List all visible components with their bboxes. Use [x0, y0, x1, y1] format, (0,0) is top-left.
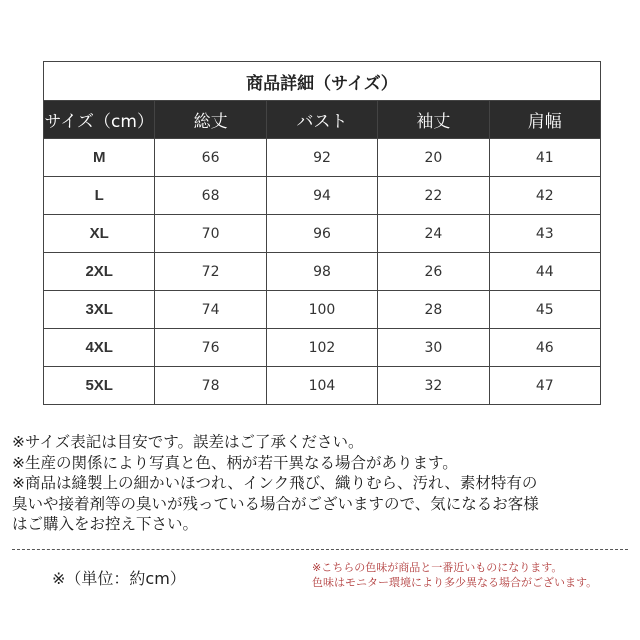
size-cell: L: [44, 177, 155, 215]
table-row: [44, 253, 601, 291]
size-cell: 5XL: [44, 367, 155, 405]
color-note-line: ※こちらの色味が商品と一番近いものになります。: [312, 561, 563, 574]
length-cell: 70: [155, 215, 266, 253]
size-cell: 4XL: [44, 329, 155, 367]
header-bust: バスト: [266, 101, 377, 139]
shoulder-cell: 44: [489, 253, 600, 291]
color-note-line: 色味はモニター環境により多少異なる場合がございます。: [312, 576, 598, 589]
sleeve-cell: 32: [378, 367, 489, 405]
length-cell: 74: [155, 291, 266, 329]
size-cell: 2XL: [44, 253, 155, 291]
unit-note: ※（単位：約cm）: [52, 569, 186, 588]
table-title: 商品詳細（サイズ）: [44, 62, 601, 101]
note-line: はご購入をお控え下さい。: [12, 515, 199, 533]
table-row: [44, 367, 601, 405]
table-header-row: [44, 101, 601, 139]
sleeve-cell: 28: [378, 291, 489, 329]
sleeve-cell: 30: [378, 329, 489, 367]
sleeve-cell: 20: [378, 139, 489, 177]
length-cell: 66: [155, 139, 266, 177]
sleeve-cell: 24: [378, 215, 489, 253]
bust-cell: 100: [266, 291, 377, 329]
note-line: 臭いや接着剤等の臭いが残っている場合がございますので、気になるお客様: [12, 494, 539, 513]
note-line: ※サイズ表記は目安です。誤差はご了承ください。: [12, 433, 364, 451]
shoulder-cell: 46: [489, 329, 600, 367]
shoulder-cell: 41: [489, 139, 600, 177]
header-size: サイズ（cm）: [44, 101, 155, 139]
shoulder-cell: 42: [489, 177, 600, 215]
bust-cell: 102: [266, 329, 377, 367]
bust-cell: 92: [266, 139, 377, 177]
header-length: 総丈: [155, 101, 266, 139]
table-title-row: [44, 62, 601, 101]
dashed-divider: [12, 549, 628, 550]
table-row: [44, 215, 601, 253]
length-cell: 76: [155, 329, 266, 367]
header-sleeve: 袖丈: [378, 101, 489, 139]
table-row: [44, 177, 601, 215]
notes-block: [12, 432, 632, 535]
size-table: [43, 61, 601, 405]
color-note: [312, 560, 632, 590]
bust-cell: 98: [266, 253, 377, 291]
length-cell: 78: [155, 367, 266, 405]
sleeve-cell: 26: [378, 253, 489, 291]
bust-cell: 96: [266, 215, 377, 253]
size-cell: XL: [44, 215, 155, 253]
table-row: [44, 291, 601, 329]
shoulder-cell: 47: [489, 367, 600, 405]
size-cell: 3XL: [44, 291, 155, 329]
shoulder-cell: 43: [489, 215, 600, 253]
shoulder-cell: 45: [489, 291, 600, 329]
note-line: ※生産の関係により写真と色、柄が若干異なる場合があります。: [12, 453, 458, 472]
note-line: ※商品は縫製上の細かいほつれ、インク飛び、織りむら、汚れ、素材特有の: [12, 474, 538, 492]
table-row: [44, 329, 601, 367]
header-shoulder: 肩幅: [489, 101, 600, 139]
sleeve-cell: 22: [378, 177, 489, 215]
bust-cell: 104: [266, 367, 377, 405]
length-cell: 72: [155, 253, 266, 291]
table-row: [44, 139, 601, 177]
bust-cell: 94: [266, 177, 377, 215]
size-cell: M: [44, 139, 155, 177]
length-cell: 68: [155, 177, 266, 215]
